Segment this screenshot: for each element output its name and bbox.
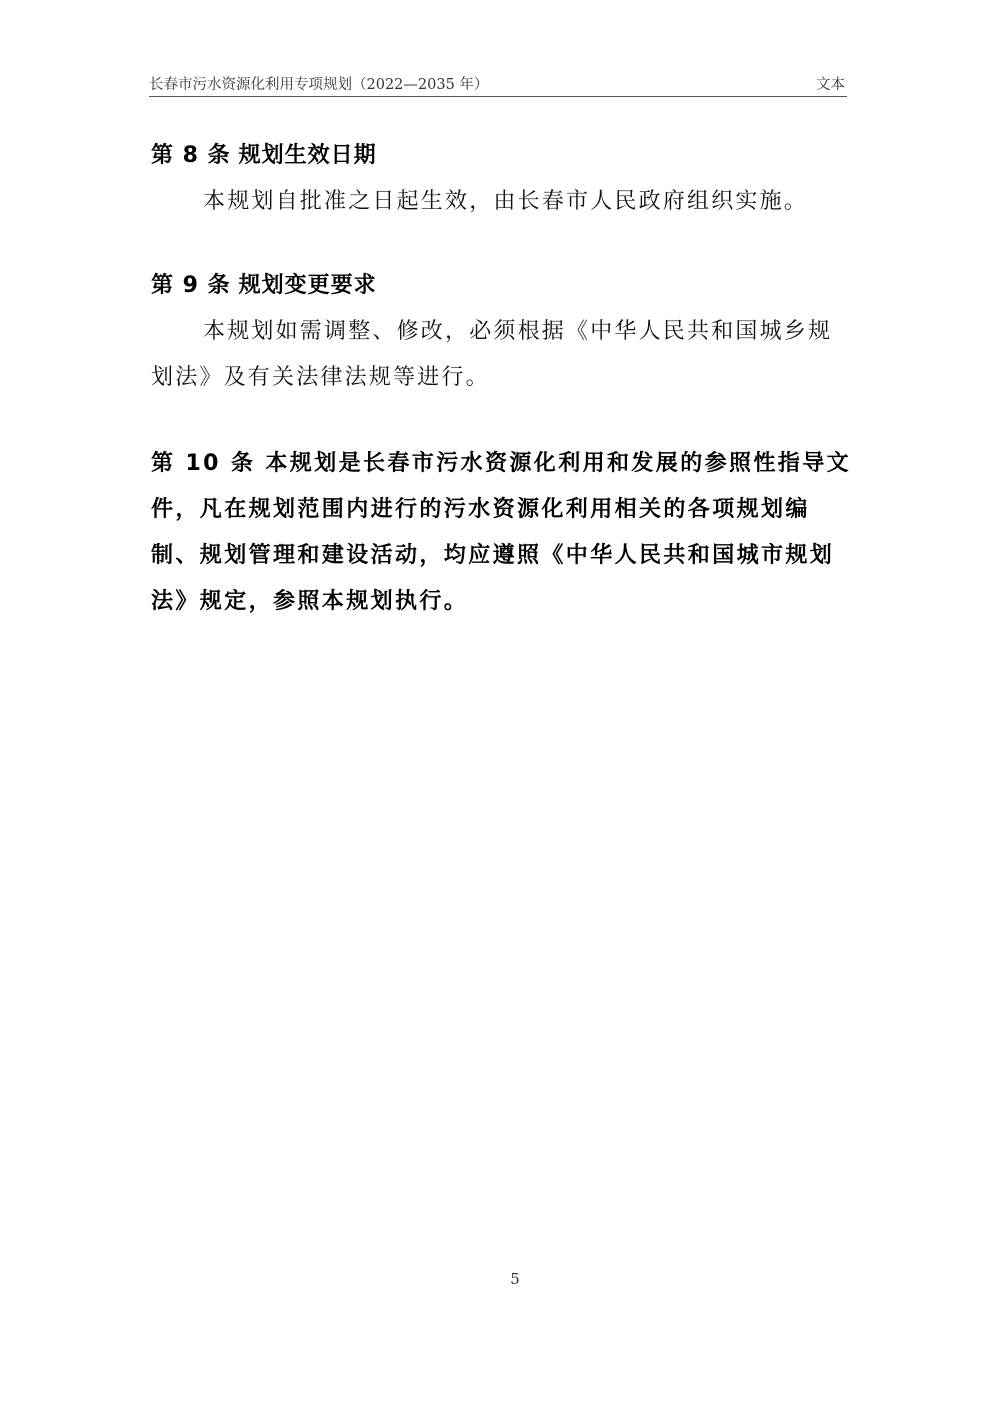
article-9-number: 第 9 条 (151, 273, 231, 298)
article-9-heading (151, 268, 377, 299)
page-header (149, 70, 847, 97)
article-8-heading (151, 138, 377, 169)
article-9-title: 规划变更要求 (238, 273, 377, 298)
article-8-title: 规划生效日期 (238, 143, 377, 168)
article-10-text: 第 10 条 本规划是长春市污水资源化利用和发展的参照性指导文件，凡在规划范围内进行的污水资源化利用相关的各项规划编制、规划管理和建设活动，均应遵照《中华人民共和国城市规划法》规定，参照本规划执行。 (151, 451, 851, 614)
document-title: 长春市污水资源化利用专项规划（2022—2035 年） (149, 77, 489, 93)
document-type-label: 文本 (816, 77, 845, 93)
article-8-body: 本规划自批准之日起生效，由长春市人民政府组织实施。 (203, 189, 809, 214)
article-9-body: 本规划如需调整、修改，必须根据《中华人民共和国城乡规划法》及有关法律法规等进行。 (151, 319, 833, 390)
article-8-number: 第 8 条 (151, 143, 231, 168)
page-number: 5 (510, 1270, 520, 1288)
